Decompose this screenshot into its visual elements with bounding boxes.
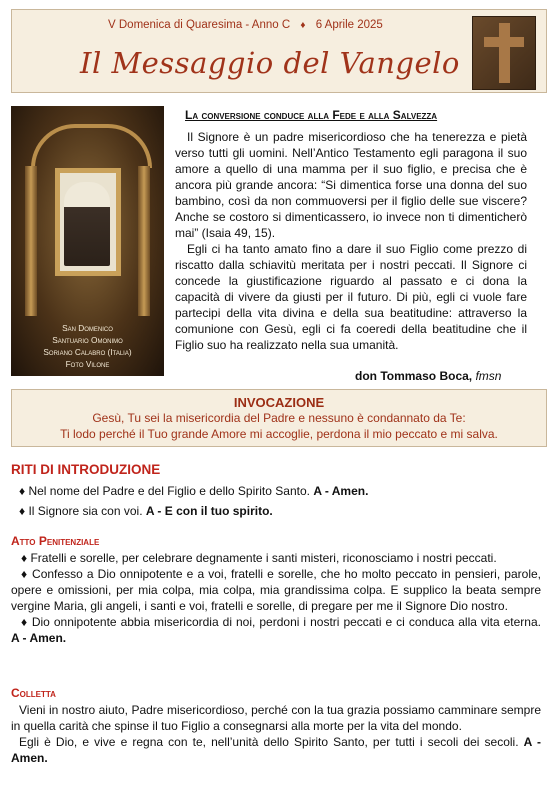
bullet-icon: ♦ (21, 551, 28, 565)
list-item: ♦ Nel nome del Padre e del Figlio e dello Spirito Santo. A - Amen. (19, 484, 369, 498)
bullet-icon: ♦ (19, 504, 26, 518)
invocation-box (11, 389, 547, 447)
bullet-icon: ♦ (21, 567, 28, 581)
collect-paragraph: Vieni in nostro aiuto, Padre misericordioso, perché con la tua grazia possiamo camminare sempre in quella carità che spinse il tuo Figlio a consegnarsi alla morte per la vita del mondo. (11, 703, 541, 733)
atto-section (11, 534, 541, 646)
colletta-title: Colletta (11, 686, 56, 700)
calendar-date: 6 Aprile 2025 (315, 19, 383, 31)
cross-icon (472, 16, 536, 90)
liturgical-day: V Domenica di Quaresima - Anno C (108, 19, 291, 31)
saint-figure (64, 182, 110, 266)
list-item: ♦ Il Signore sia con voi. A - E con il tuo spirito. (19, 504, 273, 518)
article (175, 108, 527, 353)
photo-caption: San Domenico Santuario Omonimo Soriano Calabro (Italia) Foto Vilone (43, 323, 132, 369)
atto-title: Atto Penitenziale (11, 534, 100, 548)
riti-title: RITI DI INTRODUZIONE (11, 462, 161, 477)
bullet-icon: ♦ (19, 484, 26, 498)
article-author: don Tommaso Boca, fmsn (355, 369, 502, 383)
bullet-icon: ♦ (21, 615, 28, 629)
collect-paragraph: Egli è Dio, e vive e regna con te, nell’unità dello Spirito Santo, per tutti i secoli dei secoli. A - Amen. (11, 735, 541, 765)
liturgical-date-line (108, 19, 383, 31)
saint-photo (11, 106, 164, 376)
list-item: ♦ Fratelli e sorelle, per celebrare degnamente i santi misteri, riconosciamo i nostri peccati. (21, 551, 497, 565)
article-title: La conversione conduce alla Fede e alla Salvezza (185, 108, 438, 122)
article-paragraph: Il Signore è un padre misericordioso che ha tenerezza e pietà verso tutti gli uomini. Nell’Antico Testamento egli paragona il suo amore a quello di una mamma per il suo figlio, e precisa che è ancora più grande ancora: “Si dimentica forse una donna del suo bambino, così da non commuoversi per il figlio delle sue viscere? Anche se costoro si dimenticassero, io invece non ti dimenticherò mai” (Isaia 49, 15). (175, 130, 527, 240)
article-paragraph: Egli ci ha tanto amato fino a dare il suo Figlio come prezzo di riscatto dalla schiavitù meritata per i nostri peccati. Il Signore ci concede la giustificazione riguardo al passato e ci dona la capacità di vivere da giusti per il futuro. Di più, egli ci vuole fare partecipi della vita divina e della sua beatitudine: attraverso la comunione con Gesù, egli ci fa coeredi della beatitudine che il Figlio suo ha realizzato nella sua umanità. (175, 242, 527, 352)
header-banner (11, 9, 547, 93)
list-item: ♦ Dio onnipotente abbia misericordia di noi, perdoni i nostri peccati e ci conduca alla vita eterna. A - Amen. (11, 615, 541, 645)
colletta-section (11, 686, 541, 766)
diamond-separator-icon: ♦ (300, 20, 306, 31)
page-title: Il Messaggio del Vangelo (80, 46, 460, 80)
invocation-line: Ti lodo perché il Tuo grande Amore mi accoglie, perdona il mio peccato e mi salva. (60, 427, 498, 441)
list-item: ♦ Confesso a Dio onnipotente e a voi, fratelli e sorelle, che ho molto peccato in pensieri, parole, opere e omissioni, per mia colpa, mia colpa, mia grandissima colpa. E supplico la beata sempre vergine Maria, gli angeli, i santi e voi, fratelli e sorelle, di pregare per me il Signore Dio nostro. (11, 567, 541, 613)
invocation-title: INVOCAZIONE (233, 395, 325, 410)
riti-section (11, 462, 541, 519)
invocation-line: Gesù, Tu sei la misericordia del Padre e nessuno è condannato da Te: (92, 411, 466, 425)
